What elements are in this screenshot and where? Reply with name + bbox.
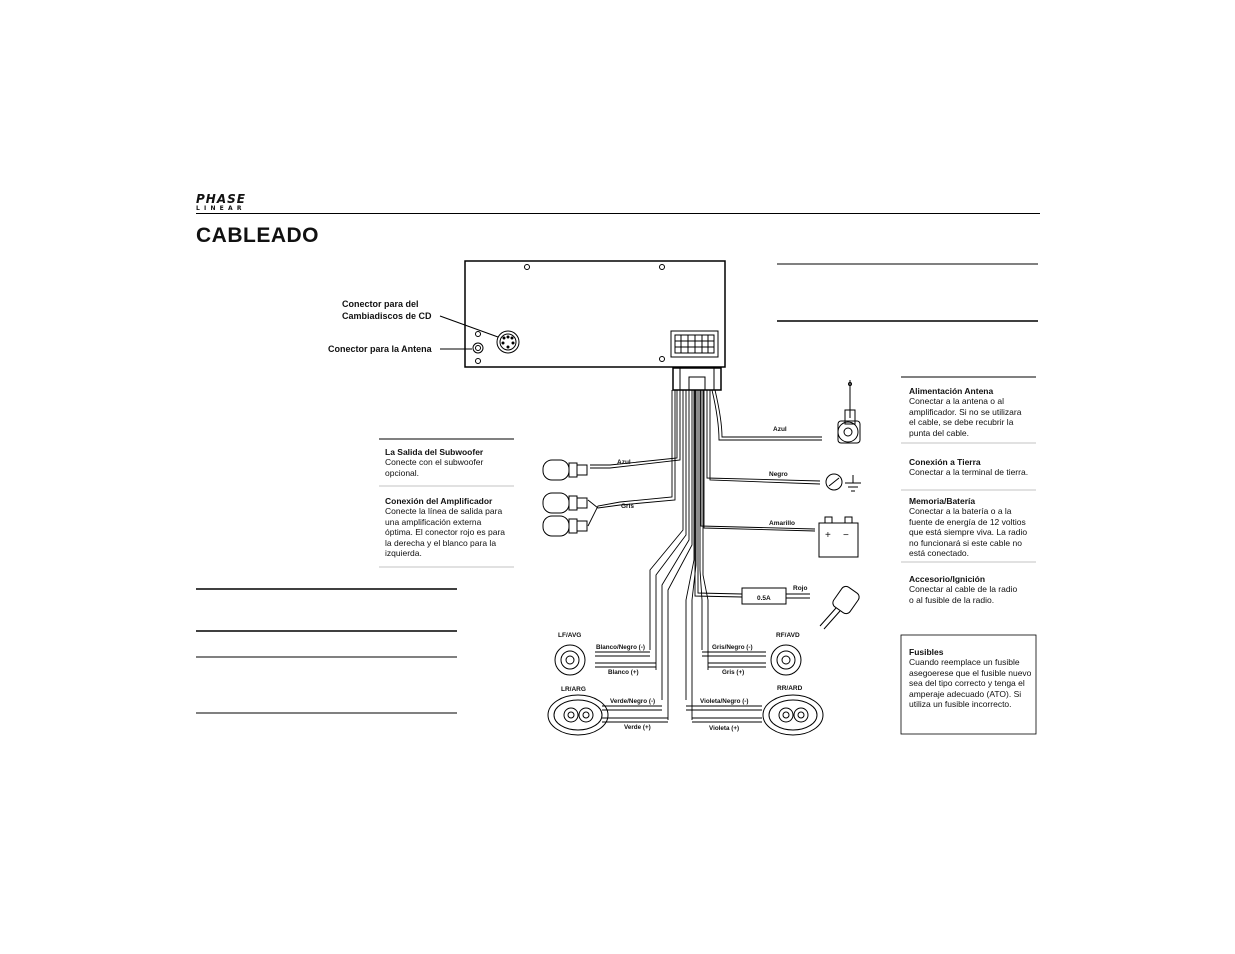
antenna-icon — [838, 380, 860, 443]
speaker-label-rr: RR/ARD — [777, 685, 803, 692]
wire-label-gris-left: Gris — [621, 503, 635, 510]
wire-label-gris-negro: Gris/Negro (-) — [712, 644, 753, 651]
cd-changer-label-1: Conector para del — [342, 299, 419, 309]
speaker-label-lr: LR/ARG — [561, 686, 586, 693]
page-title: CABLEADO — [196, 224, 319, 247]
wire-label-gris: Gris (+) — [722, 669, 745, 676]
harness-plug-icon — [673, 368, 721, 390]
antenna-connector-label: Conector para la Antena — [328, 344, 432, 354]
iso-connector-icon — [671, 331, 718, 357]
wire-label-violeta: Violeta (+) — [709, 725, 740, 732]
cd-changer-label-2: Cambiadiscos de CD — [342, 311, 432, 321]
wire-label-violeta-negro: Violeta/Negro (-) — [700, 698, 749, 705]
speaker-rr-icon — [763, 695, 823, 735]
accessory-ignition-info: Accesorio/Ignición Conectar al cable de la radio o al fusible de la radio. — [909, 574, 1018, 605]
ground-icon — [826, 474, 861, 491]
antenna-power-info: Alimentación Antena Conectar a la antena o al amplificador. Si no se utilizara el cable, se debe recubrir la punta del cable. — [909, 386, 1022, 438]
wire-label-blanco-negro: Blanco/Negro (-) — [596, 644, 645, 651]
amplifier-info: Conexión del Amplificador Conecte la línea de salida para una amplificación externa óptima. El conector rojo es para la derecha y el blanco para la izquierda. — [385, 496, 506, 559]
speaker-lf-icon — [555, 645, 585, 675]
speaker-leads — [595, 652, 766, 722]
speaker-label-rf: RF/AVD — [776, 632, 800, 639]
fuses-info: Fusibles Cuando reemplace un fusible asegoerese que el fusible nuevo sea del tipo correcto y tenga el amperaje adecuado (ATO). Si utiliza un fusible incorrecto. — [909, 647, 1032, 710]
wire-label-azul-left: Azul — [617, 459, 631, 466]
battery-minus: − — [843, 530, 849, 541]
wire-label-rojo: Rojo — [793, 585, 808, 592]
fuse-label: 0.5A — [757, 595, 771, 602]
phase-linear-logo: PHASE LINEAR — [196, 192, 246, 212]
memory-battery-info: Memoria/Batería Conectar a la batería o a la fuente de energía de 12 voltios que está siempre viva. La radio no funcionará si este cable no está conectado. — [909, 496, 1028, 559]
speaker-lr-icon — [548, 695, 608, 735]
speaker-label-lf: LF/AVG — [558, 632, 582, 639]
ignition-key-icon — [820, 584, 861, 629]
battery-plus: + — [825, 530, 831, 541]
cd-changer-pointer — [440, 316, 498, 337]
wire-label-negro: Negro — [769, 471, 788, 478]
antenna-jack-icon — [473, 343, 483, 353]
rca-connector-icon — [543, 460, 587, 536]
wire-label-verde: Verde (+) — [624, 724, 651, 731]
cd-changer-din-connector-icon — [497, 331, 519, 353]
ground-info: Conexión a Tierra Conectar a la terminal de tierra. — [909, 457, 1029, 478]
subwoofer-info: La Salida del Subwoofer Conecte con el subwoofer opcional. — [385, 447, 484, 478]
head-unit-back-panel — [465, 261, 725, 367]
wire-label-blanco: Blanco (+) — [608, 669, 639, 676]
speaker-rf-icon — [771, 645, 801, 675]
wire-label-verde-negro: Verde/Negro (-) — [610, 698, 656, 705]
wire-label-amarillo: Amarillo — [769, 520, 796, 527]
wire-label-azul-right: Azul — [773, 426, 787, 433]
